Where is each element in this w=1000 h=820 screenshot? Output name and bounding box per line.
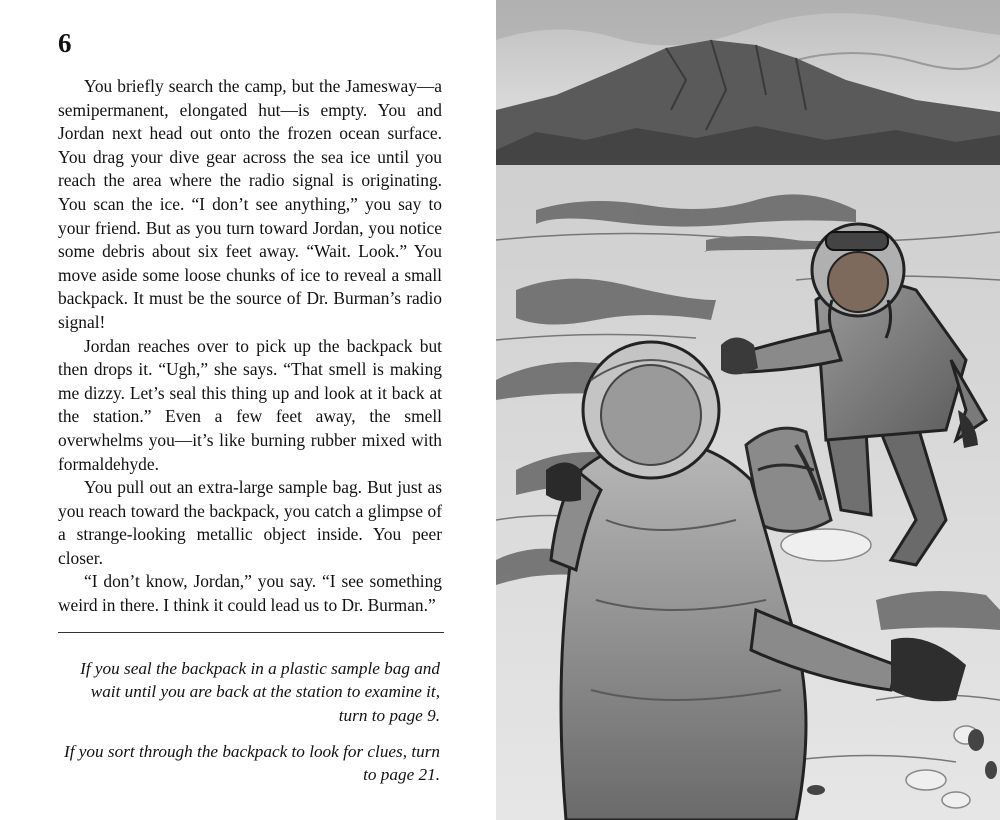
page-number: 6 bbox=[58, 28, 72, 58]
story-paragraph: “I don’t know, Jordan,” you say. “I see something weird in there. I think it could lead us to Dr. Burman.” bbox=[58, 571, 442, 616]
illustration bbox=[496, 0, 1000, 820]
story-paragraph: You pull out an extra-large sample bag. But just as you reach toward the backpack, you catch a glimpse of a strange-looking metallic object inside. You peer closer. bbox=[58, 477, 442, 568]
story-paragraph: You briefly search the camp, but the Jamesway—a semipermanent, elongated hut—is empty. You and Jordan next head out onto the frozen ocean surface. You drag your dive gear across the sea ice until you reach the area where the radio signal is originating. You scan the ice. “I don’t see anything,” you say to your friend. But as you turn toward Jordan, you notice some debris about six feet away. “Wait. Look.” You move aside some loose chunks of ice to reveal a small backpack. It must be the source of Dr. Burman’s radio signal! bbox=[58, 76, 442, 332]
choice-divider bbox=[58, 632, 444, 633]
sea-ice-scene-illustration bbox=[496, 0, 1000, 820]
story-text bbox=[58, 75, 442, 618]
choice-turn-to-page-9[interactable]: If you seal the backpack in a plastic sample bag and wait until you are back at the station to examine it, turn to page 9. bbox=[80, 659, 440, 725]
choice-turn-to-page-21[interactable]: If you sort through the backpack to look for clues, turn to page 21. bbox=[64, 742, 440, 785]
text-page bbox=[0, 0, 496, 820]
story-paragraph: Jordan reaches over to pick up the backpack but then drops it. “Ugh,” she says. “That smell is making me dizzy. Let’s seal this thing up and look at it back at the station.” Even a few feet away, the smell overwhelms you—it’s like burning rubber mixed with formaldehyde. bbox=[58, 335, 442, 474]
